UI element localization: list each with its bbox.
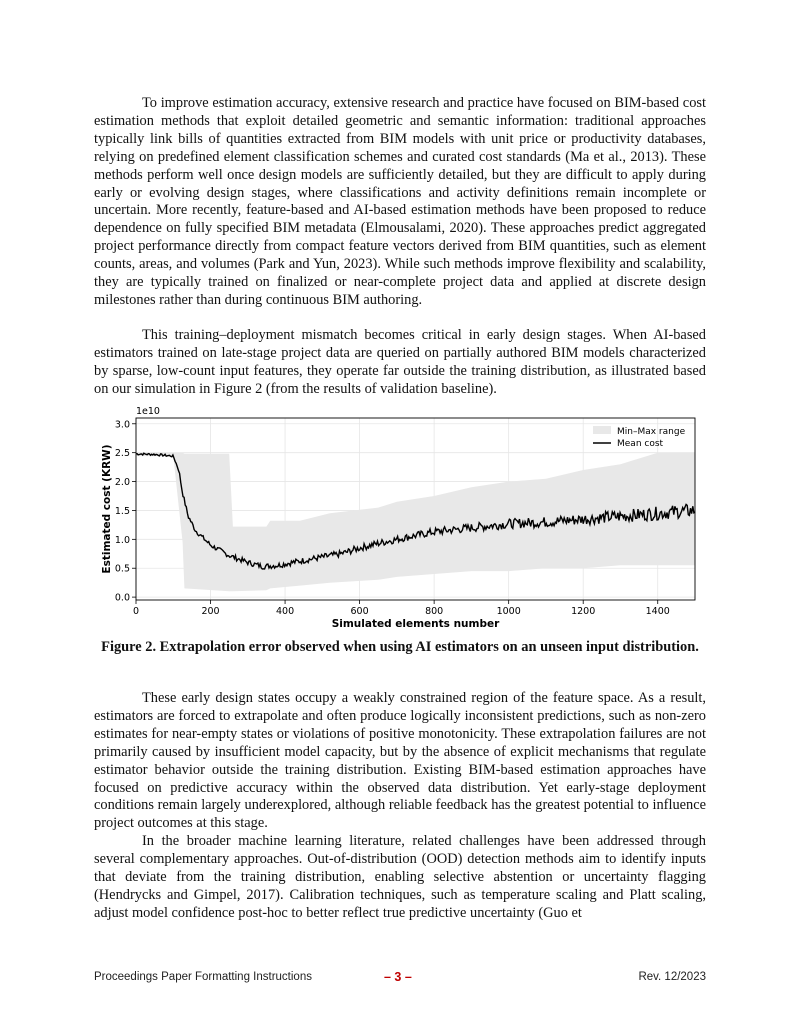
x-tick-label: 600 (350, 606, 369, 617)
x-tick-label: 1000 (496, 606, 521, 617)
page-number: – 3 – (384, 970, 412, 984)
y-tick-label: 3.0 (114, 419, 130, 431)
y-tick-label: 0.0 (114, 592, 130, 604)
body-paragraph-3: These early design states occupy a weakly constrained region of the feature space. As a result, estimators are forced to extrapolate and often produce logically inconsistent predictions, such as non-zero estimates for near-empty states or violations of positive monotonicity. These extrapolation failures are not primarily caused by insufficient model capacity, but by the absence of explicit mechanisms that regulate estimator behavior outside the training distribution. Existing BIM-based estimation approaches have focused on predictive accuracy within the observed data distribution. Yet early-stage deployment conditions remain largely underexplored, although reliable feedback has the greatest potential to influence project outcomes at this stage. (94, 690, 706, 832)
y-axis-label: Estimated cost (KRW) (101, 444, 113, 574)
body-paragraph-2: This training–deployment mismatch becomes critical in early design stages. When AI-based estimators trained on late-stage project data are queried on partially authored BIM models characterized by sparse, low-count input features, they operate far outside the training distribution, as illustrated based on our simulation in Figure 2 (from the results of validation baseline). (94, 327, 706, 397)
y-tick-label: 1.0 (114, 534, 130, 546)
y-tick-label: 1.5 (114, 505, 130, 517)
y-tick-label: 0.5 (114, 563, 130, 575)
x-tick-label: 1200 (571, 606, 596, 617)
x-tick-label: 1400 (645, 606, 670, 617)
chart-svg (96, 402, 708, 634)
body-paragraph-4: In the broader machine learning literature, related challenges have been addressed through several complementary approaches. Out-of-distribution (OOD) detection methods aim to identify inputs that deviate from the training distribution, enabling selective abstention or uncertainty flagging (Hendrycks and Gimpel, 2017). Calibration techniques, such as temperature scaling and Platt scaling, adjust model confidence post-hoc to better reflect true predictive uncertainty (Guo et (94, 833, 706, 921)
legend-mean-label: Mean cost (617, 439, 664, 449)
y-tick-label: 2.5 (114, 448, 130, 460)
legend-range-label: Min–Max range (617, 427, 686, 437)
figure-2-chart (96, 402, 708, 634)
x-tick-label: 0 (132, 606, 140, 617)
footer-revision: Rev. 12/2023 (638, 971, 706, 983)
figure-caption: Figure 2. Extrapolation error observed when using AI estimators on an unseen input distribution. (101, 639, 699, 655)
page-footer (94, 971, 706, 989)
footer-left-text: Proceedings Paper Formatting Instructions (94, 971, 312, 983)
min-max-range-band (136, 453, 695, 592)
legend-range-swatch (593, 426, 611, 434)
x-axis-label: Simulated elements number (331, 618, 500, 630)
y-tick-label: 2.0 (114, 477, 130, 489)
x-tick-label: 800 (425, 606, 444, 617)
x-tick-label: 400 (275, 606, 295, 617)
x-tick-label: 200 (201, 606, 220, 617)
y-offset-label: 1e10 (136, 406, 160, 417)
body-paragraph-1: To improve estimation accuracy, extensive research and practice have focused on BIM-based cost estimation methods that exploit detailed geometric and semantic information: traditional approaches typically link bills of quantities extracted from BIM models with unit price or productivity databases, relying on predefined element classification schemes and curated cost standards (Ma et al., 2013). These methods perform well once design models are sufficiently detailed, but they are difficult to apply during early or evolving design stages, where classifications and activity definitions remain incomplete or uncertain. More recently, feature-based and AI-based estimation methods have been proposed to reduce dependence on fully specified BIM metadata (Elmousalami, 2020). These approaches predict aggregated project performance directly from compact feature vectors derived from BIM quantities, such as element counts, areas, and volumes (Park and Yun, 2023). While such methods improve flexibility and scalability, they are typically trained on finalized or near-complete project data and applied at discrete design milestones rather than during continuous BIM authoring. (94, 95, 706, 308)
